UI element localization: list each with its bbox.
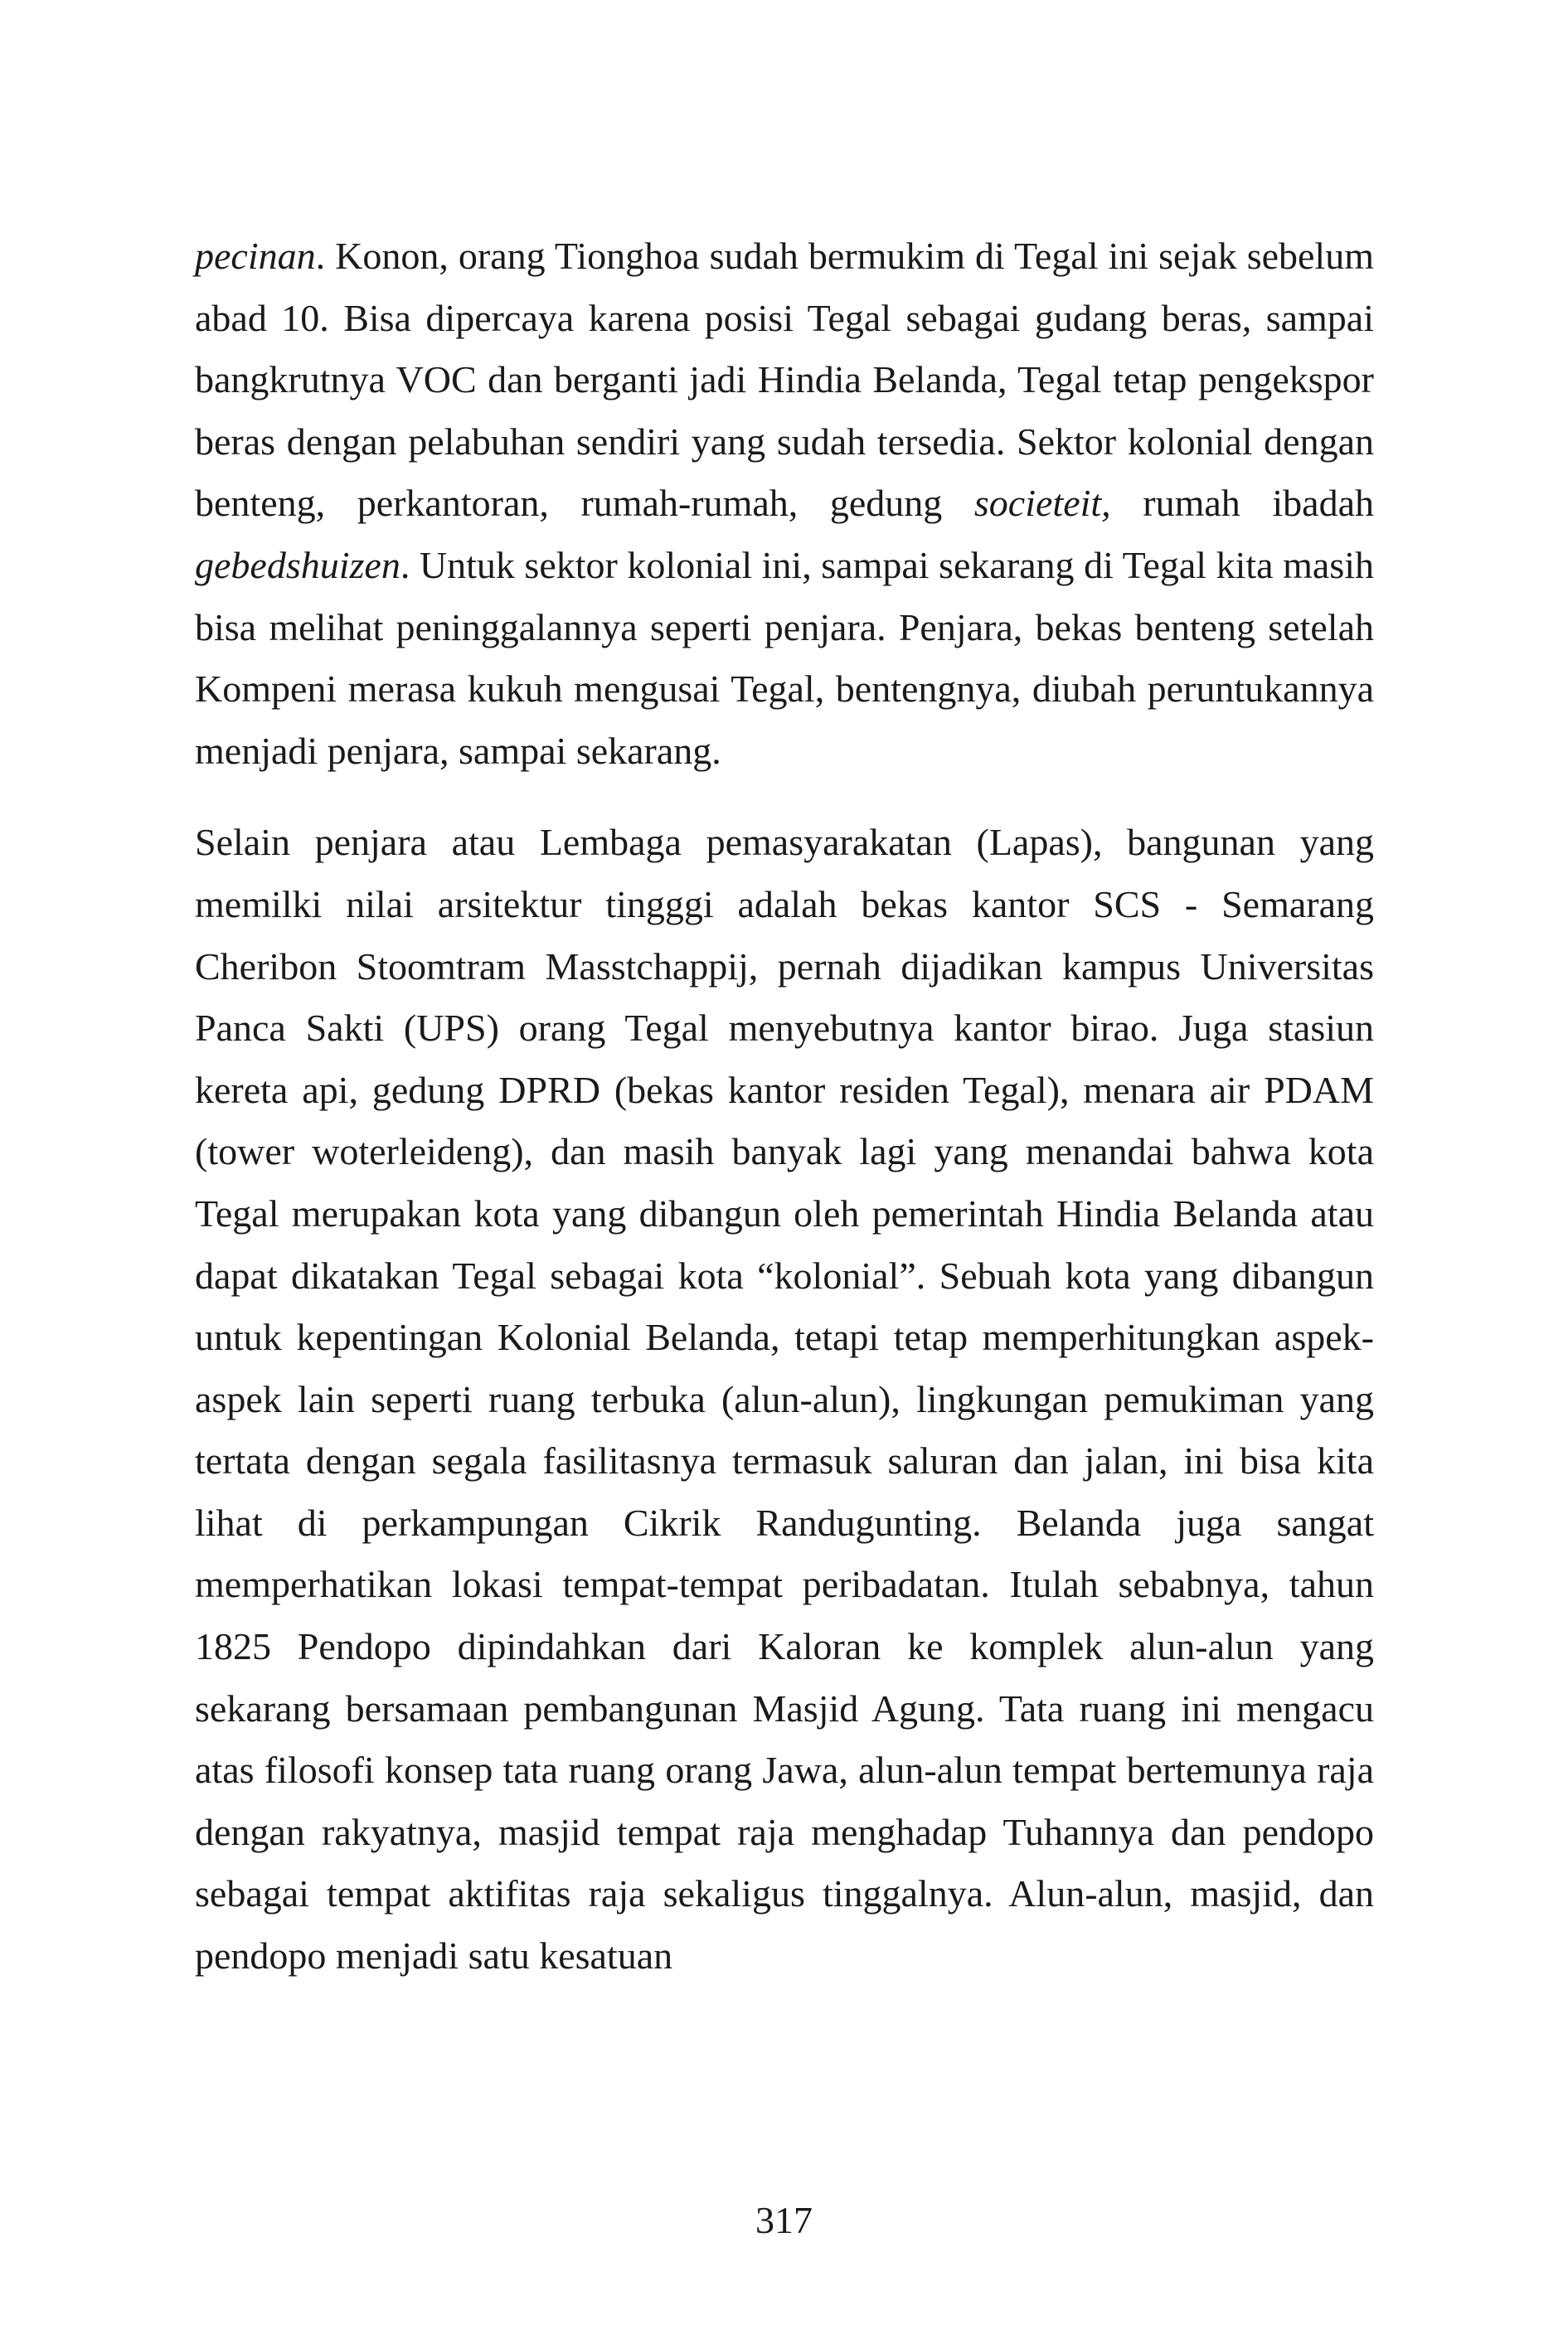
text-segment: Selain penjara atau Lembaga pemasyarakatan (Lapas), bangunan yang memilki nilai arsitektur tingggi adalah bekas kantor SCS - Semarang Cheribon Stoomtram Masstchappij, pernah dijadikan kampus Universitas Panca Sakti (UPS) orang Tegal menyebutnya kantor birao. Juga stasiun kereta api, gedung DPRD (bekas kantor residen Tegal), menara air PDAM (tower woterleideng), dan masih banyak lagi yang menandai bahwa kota Tegal merupakan kota yang dibangun oleh pemerintah Hindia Belanda atau dapat dikatakan Tegal sebagai kota “kolonial”. Sebuah kota yang dibangun untuk kepentingan Kolonial Belanda, tetapi tetap memperhitungkan aspek-aspek lain seperti ruang terbuka (alun-alun), lingkungan pemukiman yang tertata dengan segala fasilitasnya termasuk saluran dan jalan, ini bisa kita lihat di perkampungan Cikrik Randugunting. Belanda juga sangat memperhatikan lokasi tempat-tempat peribadatan. Itulah sebabnya, tahun 1825 Pendopo dipindahkan dari Kaloran ke komplek alun-alun yang sekarang bersamaan pembangunan Masjid Agung. Tata ruang ini mengacu atas filosofi konsep tata ruang orang Jawa, alun-alun tempat bertemunya raja dengan rakyatnya, masjid tempat raja menghadap Tuhannya dan pendopo sebagai tempat aktifitas raja sekaligus tinggalnya. Alun-alun, masjid, dan pendopo menjadi satu kesatuan [195,821,1374,1978]
paragraph-1 [195,226,1374,782]
text-segment: . Konon, orang Tionghoa sudah bermukim di Tegal ini sejak sebelum abad 10. Bisa dipercaya karena posisi Tegal sebagai gudang beras, sampai bangkrutnya VOC dan berganti jadi Hindia Belanda, Tegal tetap pengekspor beras dengan pelabuhan sendiri yang sudah tersedia. Sektor kolonial dengan benteng, perkantoran, rumah-rumah, gedung [195,235,1374,525]
page-body [195,226,1374,1987]
italic-term-pecinan: pecinan [195,235,316,277]
italic-term-societeit: societeit, [973,482,1111,525]
page-number: 317 [755,2199,813,2241]
italic-term-gebedshuizen: gebedshuizen [195,543,400,586]
text-segment: rumah ibadah [1110,482,1374,525]
text-segment: . Untuk sektor kolonial ini, sampai sekarang di Tegal kita masih bisa melihat peninggalannya seperti penjara. Penjara, bekas benteng setelah Kompeni merasa kukuh mengusai Tegal, bentengnya, diubah peruntukannya menjadi penjara, sampai sekarang. [195,543,1374,772]
paragraph-2 [195,812,1374,1987]
